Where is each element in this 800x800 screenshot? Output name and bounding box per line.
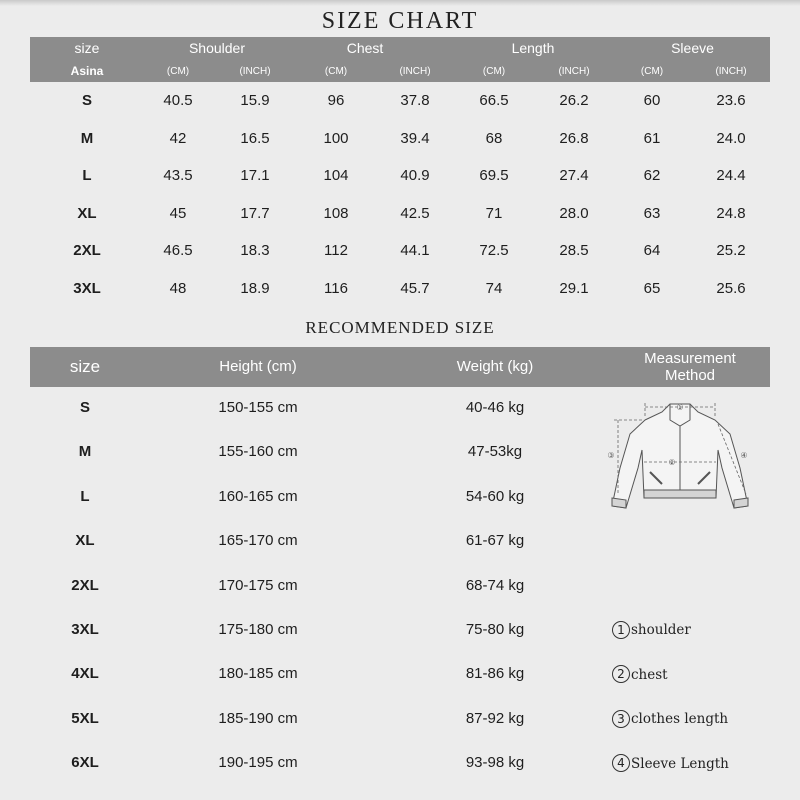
measurement-cell: 28.0: [559, 204, 589, 222]
measurement-cell: 17.1: [240, 167, 270, 185]
rec-size-cell: 3XL: [71, 621, 99, 638]
measurement-cell: 28.5: [559, 242, 589, 260]
rec-weight-cell: 40-46 kg: [465, 399, 525, 416]
legend-label: chest: [631, 666, 668, 683]
rec-height-cell: 160-165 cm: [218, 487, 298, 505]
measurement-cell: 96: [327, 92, 345, 109]
legend-item: [612, 618, 691, 642]
measurement-cell: 45: [169, 204, 187, 222]
rec-weight-cell: 75-80 kg: [465, 621, 525, 638]
rec-weight-cell: 54-60 kg: [465, 487, 525, 505]
rec-height-cell: 185-190 cm: [218, 709, 298, 727]
rec-header-method: [620, 350, 760, 384]
legend-number: 4: [612, 754, 630, 772]
rec-weight-cell: 81-86 kg: [465, 665, 525, 683]
measurement-cell: 64: [643, 242, 661, 260]
unit-cm: (CM): [482, 66, 506, 77]
measurement-cell: 17.7: [240, 204, 270, 222]
legend-label: clothes length: [631, 711, 729, 728]
rec-size-cell: XL: [75, 532, 95, 550]
rec-height-cell: 180-185 cm: [218, 665, 298, 683]
rec-size-cell: 2XL: [71, 576, 99, 594]
unit-inch: (INCH): [239, 66, 271, 77]
measurement-cell: 24.4: [716, 167, 746, 185]
size-cell: S: [81, 92, 92, 109]
rec-header-method-line1: Measurement: [644, 350, 736, 367]
top-edge-shadow: [0, 0, 800, 6]
rec-size-cell: 6XL: [71, 754, 99, 772]
rec-weight-cell: 47-53kg: [467, 443, 523, 461]
rec-height-cell: 150-155 cm: [218, 399, 298, 416]
rec-header-height: Height (cm): [219, 358, 297, 375]
measurement-cell: 40.9: [400, 167, 430, 185]
measurement-cell: 72.5: [479, 242, 509, 260]
rec-height-cell: 155-160 cm: [218, 443, 298, 461]
measurement-cell: 27.4: [559, 167, 589, 185]
header-chest: Chest: [346, 40, 384, 56]
recommended-header: [30, 347, 770, 387]
recommended-size-title: RECOMMENDED SIZE: [305, 318, 495, 337]
rec-size-cell: M: [78, 443, 92, 461]
rec-size-cell: L: [80, 487, 90, 505]
measurement-cell: 60: [643, 92, 661, 109]
measurement-cell: 26.2: [559, 92, 589, 109]
rec-header-weight: Weight (kg): [456, 358, 534, 375]
measurement-cell: 39.4: [400, 129, 430, 147]
measurement-cell: 63: [643, 204, 661, 222]
measurement-cell: 45.7: [400, 280, 430, 297]
rec-weight-cell: 87-92 kg: [465, 709, 525, 727]
measurement-cell: 40.5: [163, 92, 193, 109]
rec-size-cell: S: [79, 399, 90, 416]
measurement-cell: 15.9: [240, 92, 270, 109]
diagram-marker-2: ②: [668, 458, 676, 467]
legend-item: [612, 707, 728, 731]
legend-number: 1: [612, 621, 630, 639]
measurement-cell: 29.1: [559, 280, 589, 297]
measurement-cell: 61: [643, 129, 661, 147]
measurement-cell: 43.5: [163, 167, 193, 185]
size-chart-row: [30, 199, 770, 229]
size-chart-header: [30, 37, 770, 82]
size-cell: L: [82, 167, 92, 185]
legend-label: shoulder: [631, 622, 691, 638]
unit-cm: (CM): [640, 66, 664, 77]
size-chart-title: SIZE CHART: [321, 8, 479, 34]
rec-weight-cell: 61-67 kg: [465, 532, 525, 550]
header-sleeve: Sleeve: [671, 40, 714, 56]
size-chart-row: [30, 86, 770, 116]
size-cell: 2XL: [73, 242, 101, 260]
header-length: Length: [511, 40, 555, 56]
measurement-cell: 18.9: [240, 280, 270, 297]
legend-item: [612, 663, 668, 687]
unit-inch: (INCH): [399, 66, 431, 77]
measurement-cell: 116: [324, 280, 348, 297]
size-cell: 3XL: [73, 280, 101, 297]
measurement-cell: 69.5: [479, 167, 509, 185]
measurement-cell: 48: [169, 280, 187, 297]
size-chart-row: [30, 274, 770, 304]
diagram-marker-4: ④: [740, 451, 748, 460]
legend-number: 3: [612, 710, 630, 728]
measurement-cell: 112: [324, 242, 348, 260]
size-chart-row: [30, 161, 770, 191]
rec-header-size: size: [69, 357, 101, 376]
rec-weight-cell: 93-98 kg: [465, 754, 525, 772]
rec-height-cell: 175-180 cm: [218, 621, 298, 638]
legend-label: Sleeve Length: [631, 755, 729, 772]
size-cell: M: [80, 129, 94, 147]
rec-size-cell: 5XL: [71, 709, 99, 727]
rec-height-cell: 170-175 cm: [218, 576, 298, 594]
measurement-cell: 24.8: [716, 204, 746, 222]
measurement-cell: 37.8: [400, 92, 430, 109]
measurement-cell: 46.5: [163, 242, 193, 260]
unit-cm: (CM): [166, 66, 190, 77]
unit-inch: (INCH): [715, 66, 747, 77]
measurement-cell: 25.6: [716, 280, 746, 297]
size-chart-row: [30, 124, 770, 154]
measurement-cell: 44.1: [400, 242, 430, 260]
diagram-marker-1: ①: [676, 403, 684, 412]
size-cell: XL: [77, 204, 97, 222]
measurement-cell: 108: [323, 204, 349, 222]
measurement-cell: 18.3: [240, 242, 270, 260]
measurement-cell: 66.5: [479, 92, 509, 109]
measurement-cell: 24.0: [716, 129, 746, 147]
measurement-cell: 26.8: [559, 129, 589, 147]
header-size-sub: Asina: [70, 64, 104, 78]
jacket-measurement-diagram: [600, 398, 760, 520]
measurement-cell: 100: [323, 129, 349, 147]
size-chart-row: [30, 236, 770, 266]
measurement-cell: 62: [643, 167, 661, 185]
measurement-cell: 42.5: [400, 204, 430, 222]
measurement-cell: 104: [323, 167, 349, 185]
measurement-cell: 23.6: [716, 92, 746, 109]
header-shoulder: Shoulder: [188, 40, 246, 56]
recommended-row: [30, 526, 770, 556]
legend-number: 2: [612, 665, 630, 683]
rec-header-method-line2: Method: [664, 367, 716, 384]
measurement-cell: 42: [169, 129, 187, 147]
recommended-row: [30, 571, 770, 601]
measurement-cell: 25.2: [716, 242, 746, 260]
measurement-cell: 74: [485, 280, 503, 297]
header-size: size: [74, 40, 100, 56]
measurement-cell: 68: [485, 129, 503, 147]
rec-height-cell: 165-170 cm: [218, 532, 298, 550]
rec-size-cell: 4XL: [71, 665, 99, 683]
unit-inch: (INCH): [558, 66, 590, 77]
measurement-cell: 65: [643, 280, 661, 297]
measurement-cell: 16.5: [240, 129, 270, 147]
rec-height-cell: 190-195 cm: [218, 754, 298, 772]
unit-cm: (CM): [324, 66, 348, 77]
measurement-cell: 71: [485, 204, 503, 222]
diagram-marker-3: ③: [607, 451, 615, 460]
legend-item: [612, 752, 729, 776]
rec-weight-cell: 68-74 kg: [465, 576, 525, 594]
